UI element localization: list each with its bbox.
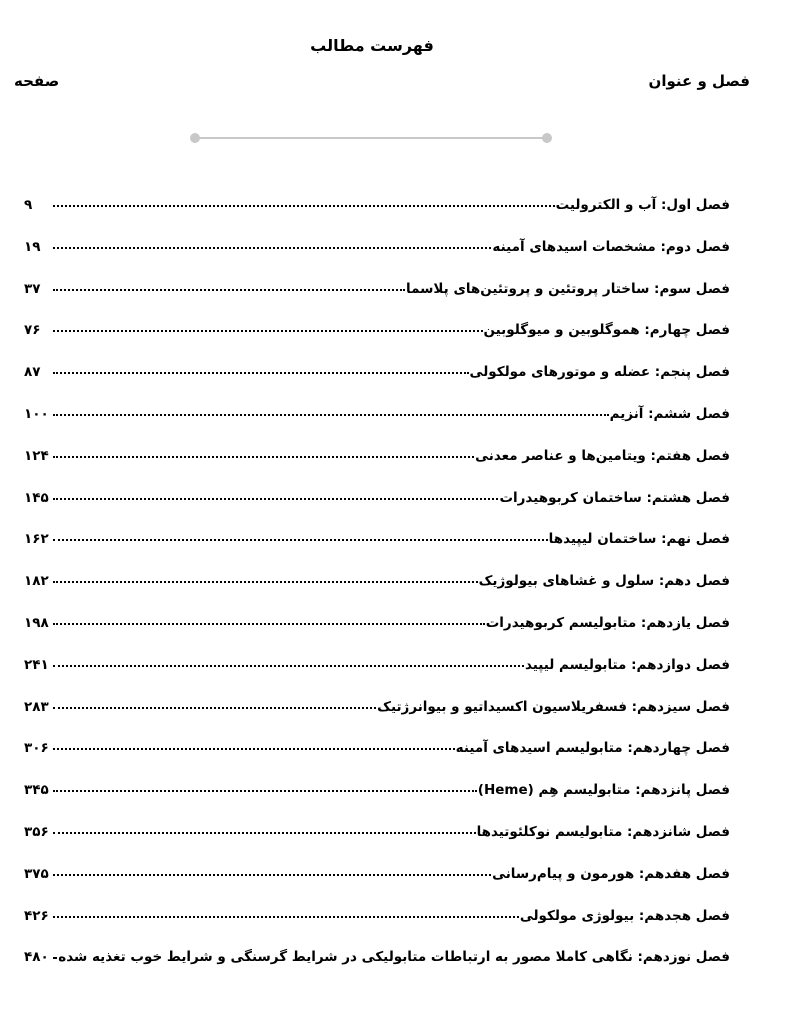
toc-entry-title: فصل یازدهم: متابولیسم کربوهیدرات [485,614,730,631]
toc-entry-4[interactable] [24,313,730,355]
toc-leader-dots [53,581,478,583]
toc-entry-17[interactable] [24,857,730,899]
toc-entry-page: ۲۴۱ [24,656,49,673]
toc-entry-title: فصل ششم: آنزیم [609,405,730,422]
toc-entry-title: فصل هشتم: ساختمان کربوهیدرات [499,489,730,506]
toc-entry-title: فصل هجدهم: بیولوژی مولکولی [519,907,730,924]
toc-leader-dots [53,665,524,667]
toc-entry-11[interactable] [24,606,730,648]
toc-leader-dots [53,456,474,458]
toc-entry-6[interactable] [24,397,730,439]
toc-entry-13[interactable] [24,690,730,732]
page-title: فهرست مطالب [310,36,434,55]
toc-entry-page: ۱۶۲ [24,531,49,548]
toc-entry-page: ۳۵۶ [24,823,49,840]
toc-entry-12[interactable] [24,648,730,690]
toc-entry-7[interactable] [24,439,730,481]
toc-entry-page: ۹ [24,197,33,213]
toc-entry-10[interactable] [24,564,730,606]
toc-entry-title: فصل چهارم: هموگلوبین و میوگلوبین [483,322,730,339]
toc-entry-title: فصل دوم: مشخصات اسیدهای آمینه [492,238,730,255]
toc-entry-page: ۷۶ [24,322,41,339]
toc-entry-page: ۲۸۳ [24,698,49,715]
toc-entry-title: فصل سوم: ساختار پروتئین و پروتئین‌های پلاسما [406,280,730,297]
toc-entry-15[interactable] [24,773,730,815]
toc-entry-title: فصل پانزدهم: متابولیسم هِم (Heme) [477,782,730,799]
toc-entry-title: فصل نهم: ساختمان لیپیدها [548,531,730,548]
toc-leader-dots [53,916,519,918]
toc-leader-dots [53,205,555,207]
toc-entry-title: فصل نوزدهم: نگاهی کاملا مصور به ارتباطات متابولیکی در شرایط گرسنگی و شرایط خوب تغذیه شده [58,949,730,966]
toc-entry-page: ۳۰۶ [24,740,49,757]
toc-entry-19[interactable] [24,940,730,982]
decorative-divider [190,132,552,144]
toc-leader-dots [53,330,483,332]
toc-entry-page: ۱۴۵ [24,489,49,506]
toc-leader-dots [53,289,405,291]
toc-entry-5[interactable] [24,355,730,397]
toc-leader-dots [53,498,498,500]
toc-entry-page: ۱۹۸ [24,614,49,631]
toc-entry-page: ۱۹ [24,238,41,255]
toc-entry-title: فصل چهاردهم: متابولیسم اسیدهای آمینه [455,740,730,757]
toc-entry-page: ۳۷۵ [24,865,49,882]
toc-entry-18[interactable] [24,899,730,941]
toc-entry-title: فصل هفدهم: هورمون و پیام‌رسانی [492,865,730,882]
toc-leader-dots [53,957,57,959]
divider-line [194,137,548,139]
toc-entry-9[interactable] [24,522,730,564]
toc-entry-title: فصل هفتم: ویتامین‌ها و عناصر معدنی [475,447,730,464]
toc-entry-1[interactable] [24,188,730,230]
toc-entry-page: ۱۲۴ [24,447,49,464]
toc-leader-dots [53,874,491,876]
toc-leader-dots [53,707,376,709]
toc-entry-page: ۱۸۲ [24,573,49,590]
toc-entry-title: فصل دهم: سلول و غشاهای بیولوژیک [478,573,730,590]
toc-entry-16[interactable] [24,815,730,857]
toc-leader-dots [53,414,609,416]
toc-entry-title: فصل دوازدهم: متابولیسم لیپید [524,656,730,673]
toc-entry-title: فصل اول: آب و الکترولیت [555,197,730,213]
toc-entry-page: ۴۲۶ [24,907,49,924]
toc-entry-page: ۴۸۰ [24,949,49,966]
toc-entry-page: ۸۷ [24,364,41,381]
toc-entry-14[interactable] [24,731,730,773]
toc-leader-dots [53,247,491,249]
toc-entry-page: ۳۴۵ [24,782,49,799]
toc-leader-dots [53,372,469,374]
toc-entry-2[interactable] [24,230,730,272]
toc-entry-title: فصل پنجم: عضله و موتورهای مولکولی [469,364,730,381]
toc-leader-dots [53,539,548,541]
toc-entry-8[interactable] [24,481,730,523]
table-of-contents [24,188,730,982]
toc-entry-page: ۱۰۰ [24,405,49,422]
toc-entry-3[interactable] [24,272,730,314]
toc-leader-dots [53,832,476,834]
page-column-heading: صفحه [14,72,60,90]
divider-dot-left [190,133,200,143]
toc-leader-dots [53,790,477,792]
toc-entry-title: فصل سیزدهم: فسفریلاسیون اکسیداتیو و بیوانرژتیک [377,698,730,715]
toc-entry-page: ۳۷ [24,280,41,297]
chapter-column-heading: فصل و عنوان [648,72,750,90]
toc-leader-dots [53,748,455,750]
divider-dot-right [542,133,552,143]
toc-entry-title: فصل شانزدهم: متابولیسم نوکلئوتیدها [476,823,730,840]
toc-leader-dots [53,623,485,625]
